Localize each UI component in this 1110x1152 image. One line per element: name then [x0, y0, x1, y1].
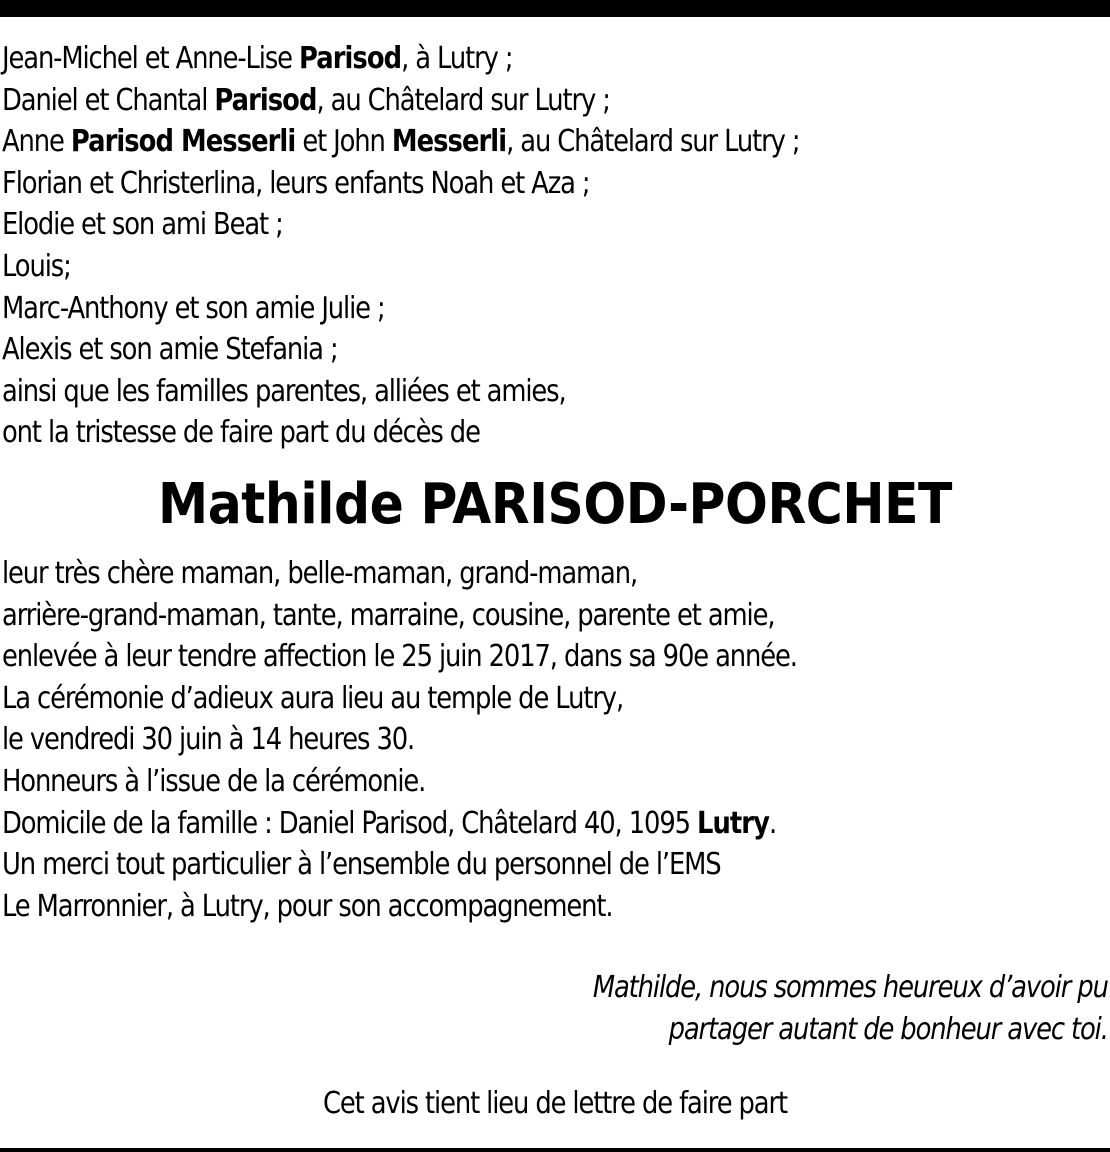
surname: Messerli	[391, 124, 507, 160]
surname: Parisod Messerli	[70, 124, 296, 160]
body-line: enlevée à leur tendre affection le 25 juin 2017, dans sa 90e année.	[2, 639, 797, 675]
bottom-rule	[0, 1148, 1110, 1152]
body-line: La cérémonie d’adieux aura lieu au temple de Lutry,	[2, 680, 624, 716]
body-line: Un merci tout particulier à l’ensemble du personnel de l’EMS	[2, 847, 721, 883]
announcement-body	[2, 553, 1108, 927]
text: Domicile de la famille : Daniel Parisod, Châtelard 40, 1095	[2, 805, 698, 841]
text: Anne	[2, 124, 71, 160]
text: , au Châtelard sur Lutry ;	[316, 82, 610, 118]
body-line: leur très chère maman, belle-maman, grand-maman,	[2, 556, 638, 591]
family-line: ainsi que les familles parentes, alliées et amies,	[2, 373, 566, 409]
top-rule	[0, 0, 1110, 17]
closing-line: Cet avis tient lieu de lettre de faire part	[323, 1086, 787, 1121]
deceased-name: Mathilde PARISOD-PORCHET	[158, 472, 952, 537]
family-line	[2, 80, 953, 122]
text: et John	[295, 124, 392, 160]
town: Lutry	[697, 805, 769, 841]
surname: Parisod	[214, 82, 317, 118]
body-line	[2, 803, 953, 845]
family-line: Marc-Anthony et son amie Julie ;	[2, 290, 385, 326]
family-line	[2, 121, 953, 163]
family-line: ont la tristesse de faire part du décès de	[2, 415, 480, 451]
text: , à Lutry ;	[401, 41, 513, 76]
body-line: le vendredi 30 juin à 14 heures 30.	[2, 722, 415, 758]
body-line: Le Marronnier, à Lutry, pour son accompagnement.	[2, 888, 613, 924]
family-line: Alexis et son amie Stefania ;	[2, 332, 338, 368]
closing-note	[0, 1083, 1110, 1125]
surname: Parisod	[298, 41, 402, 76]
closing-quote	[509, 967, 1108, 1050]
quote-line: partager autant de bonheur avec toi.	[668, 1011, 1108, 1047]
family-line: Louis;	[2, 248, 71, 284]
text: Daniel et Chantal	[2, 82, 215, 118]
text: Jean-Michel et Anne-Lise	[2, 41, 299, 76]
text: .	[768, 805, 777, 841]
text: , au Châtelard sur Lutry ;	[506, 124, 800, 160]
quote-line: Mathilde, nous sommes heureux d’avoir pu	[593, 970, 1108, 1005]
body-line: Honneurs à l’issue de la cérémonie.	[2, 763, 426, 799]
family-line	[2, 38, 953, 80]
body-line: arrière-grand-maman, tante, marraine, cousine, parente et amie,	[2, 597, 775, 633]
family-line: Elodie et son ami Beat ;	[2, 207, 283, 243]
family-line: Florian et Christerlina, leurs enfants Noah et Aza ;	[2, 165, 590, 201]
family-list	[2, 38, 1108, 454]
